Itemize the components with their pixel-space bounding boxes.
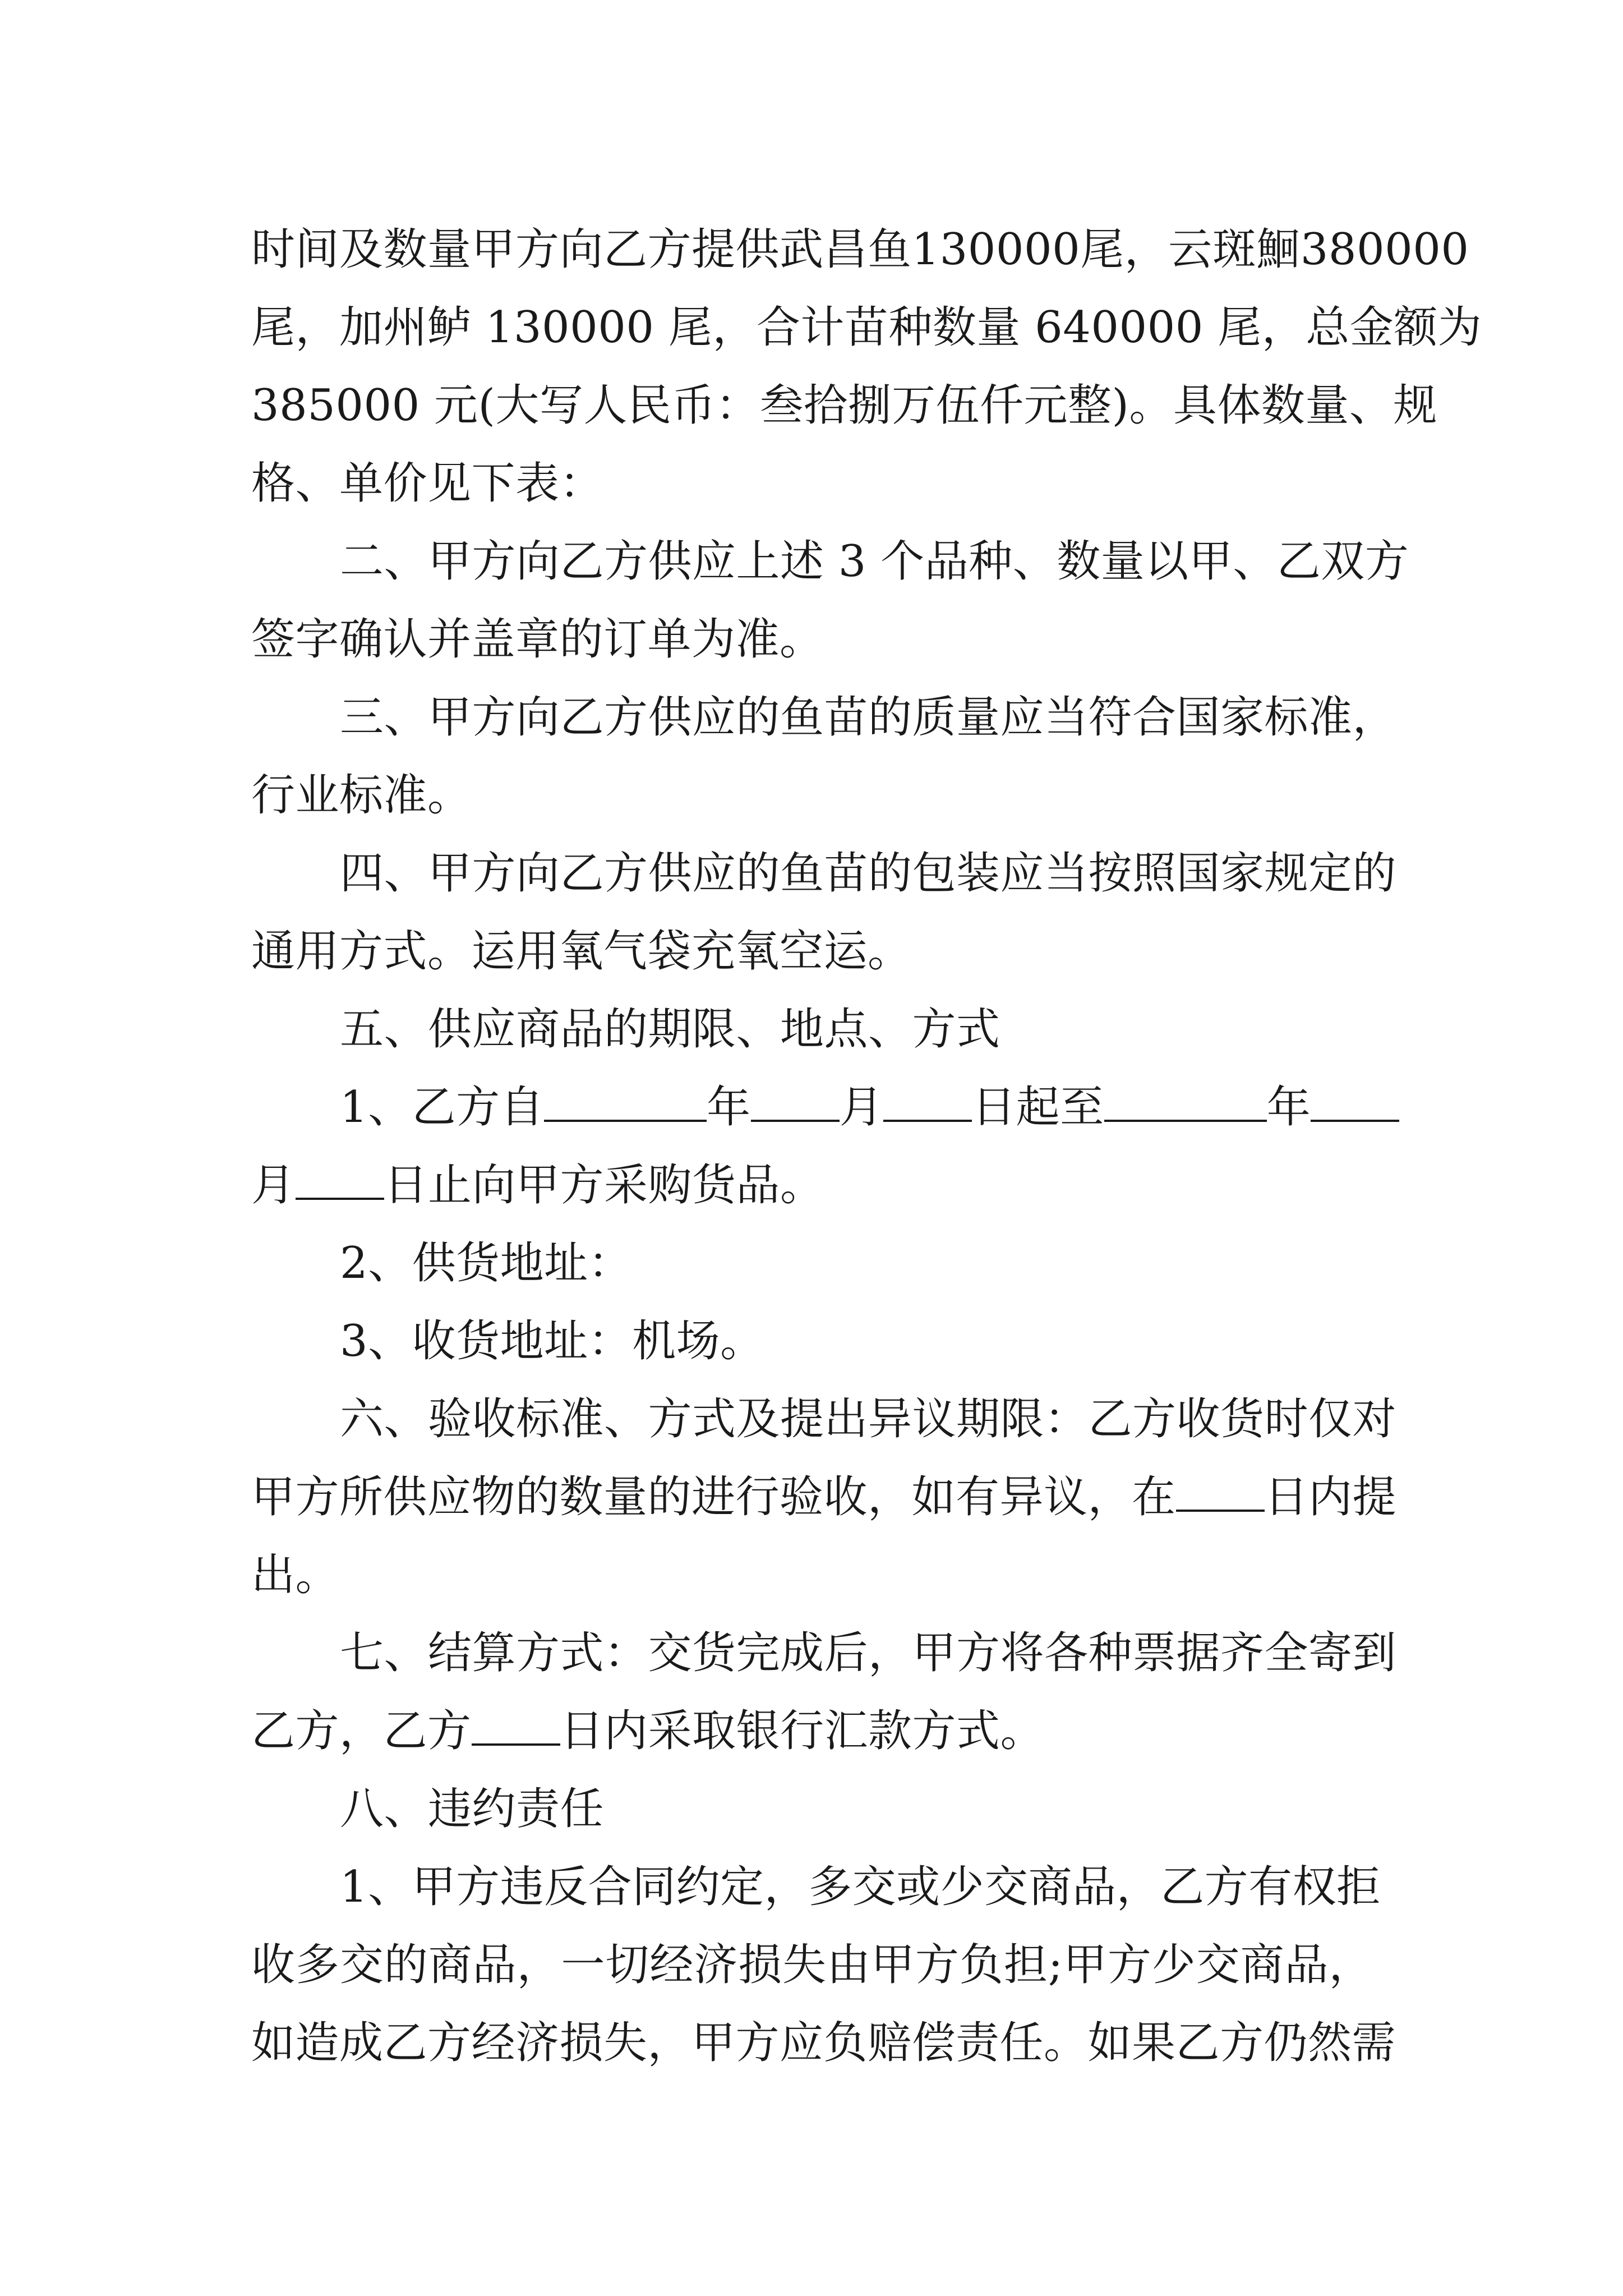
purchase-period-line-1 [251,1069,1373,1147]
start-year-label: 年 [707,1082,751,1133]
clause-3-line-2: 行业标准。 [251,770,472,821]
end-day-blank[interactable] [296,1164,384,1200]
start-month-label: 月 [839,1082,884,1133]
clause-8-1-line-1: 1、甲方违反合同约定，多交或少交商品，乙方有权拒 [340,1862,1381,1912]
clause-2-line-1: 二、甲方向乙方供应上述 3 个品种、数量以甲、乙双方 [340,536,1409,587]
supply-address-line: 2、供货地址： [340,1238,633,1289]
start-day-blank[interactable] [883,1086,972,1122]
receiving-address-line: 3、收货地址：机场。 [340,1316,764,1366]
payment-days-blank[interactable] [472,1710,560,1746]
end-month-blank[interactable] [1311,1086,1399,1122]
clause-7-line-1: 七、结算方式：交货完成后，甲方将各种票据齐全寄到 [340,1628,1397,1678]
clause-5-heading: 五、供应商品的期限、地点、方式 [340,1004,1000,1055]
document-page [251,211,1482,2082]
purchase-period-suffix: 日止向甲方采购货品。 [384,1160,824,1211]
clause-6-line-2 [251,1458,1397,1536]
clause-8-heading: 八、违约责任 [340,1784,605,1834]
start-year-blank[interactable] [544,1086,707,1122]
clause-2-line-2: 签字确认并盖章的订单为准。 [251,614,824,665]
end-year-blank[interactable] [1104,1086,1267,1122]
inspection-suffix: 日内提 [1264,1472,1397,1522]
purchase-period-prefix: 1、乙方自 [340,1082,545,1133]
clause-4-line-1: 四、甲方向乙方供应的鱼苗的包装应当按照国家规定的 [340,848,1397,899]
end-year-label: 年 [1266,1082,1311,1133]
start-month-blank[interactable] [751,1086,840,1122]
body-line-1: 时间及数量甲方向乙方提供武昌鱼130000尾，云斑鮰380000 [251,224,1469,275]
settlement-prefix: 乙方，乙方 [251,1706,472,1756]
body-line-2: 尾，加州鲈 130000 尾，合计苗种数量 640000 尾，总金额为 [251,302,1482,353]
clause-6-line-1: 六、验收标准、方式及提出异议期限：乙方收货时仅对 [340,1394,1397,1444]
settlement-suffix: 日内采取银行汇款方式。 [560,1706,1045,1756]
clause-8-1-line-2: 收多交的商品，一切经济损失由甲方负担;甲方少交商品， [251,1940,1373,1990]
clause-7-line-2 [251,1692,1373,1770]
end-month-label: 月 [251,1160,296,1211]
clause-3-line-1: 三、甲方向乙方供应的鱼苗的质量应当符合国家标准， [340,692,1397,743]
start-day-label: 日起至 [972,1082,1104,1133]
clause-6-line-3: 出。 [251,1550,340,1600]
inspection-prefix: 甲方所供应物的数量的进行验收，如有异议，在 [251,1472,1176,1522]
objection-days-blank[interactable] [1176,1476,1265,1512]
purchase-period-line-2 [251,1147,1373,1225]
body-line-4: 格、单价见下表： [251,458,604,509]
clause-8-1-line-3: 如造成乙方经济损失，甲方应负赔偿责任。如果乙方仍然需 [251,2018,1396,2068]
body-line-3: 385000 元(大写人民币：叁拾捌万伍仟元整)。具体数量、规 [251,380,1437,431]
clause-4-line-2: 通用方式。运用氧气袋充氧空运。 [251,926,912,977]
